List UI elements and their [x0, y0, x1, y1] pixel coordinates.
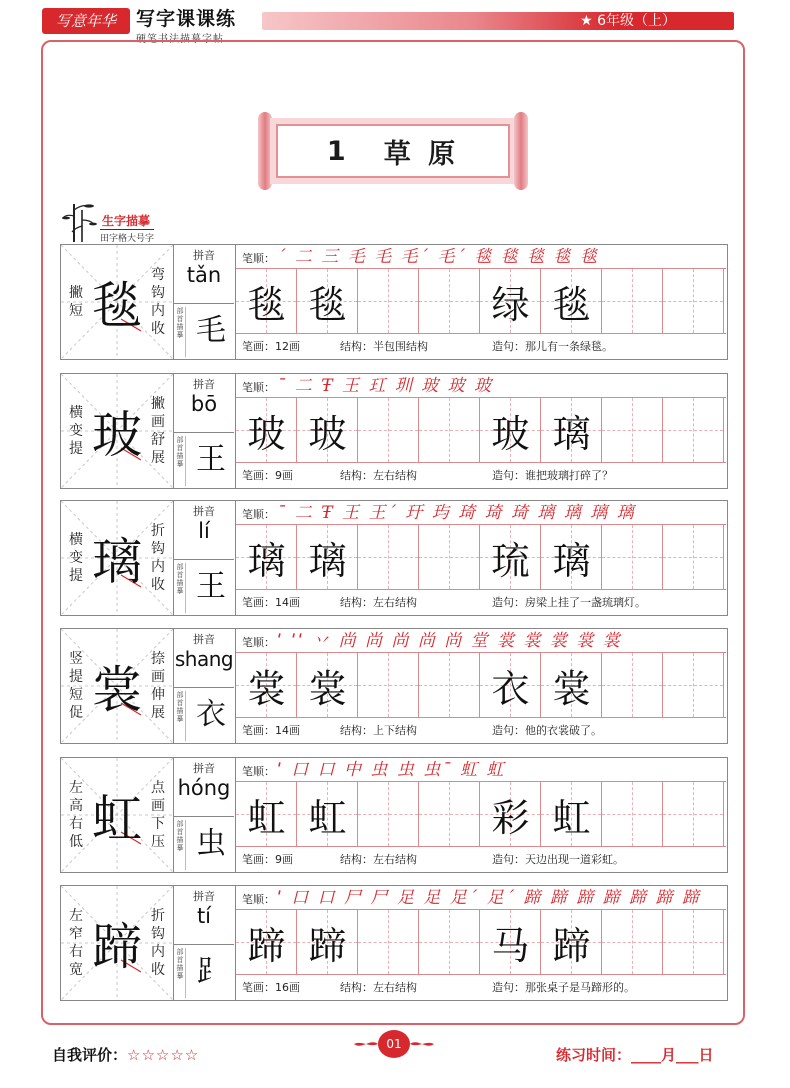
stroke-sequence: ˉ 二 Ŧ 王 王ˊ 玗 玙 琦 琦 琦 璃 璃 璃 璃	[277, 503, 636, 523]
pinyin-box	[174, 628, 236, 744]
character-structure: 结构：上下结构	[340, 724, 417, 737]
practice-cell[interactable]	[480, 525, 541, 589]
practice-cell[interactable]	[602, 398, 663, 462]
radical-character: 王	[196, 569, 226, 604]
character-structure: 结构：左右结构	[340, 469, 417, 482]
divider	[174, 944, 234, 945]
practice-char: 马	[491, 923, 530, 968]
bamboo-icon	[62, 200, 98, 244]
pinyin-label: 拼音	[193, 378, 215, 391]
self-evaluation	[52, 1044, 199, 1065]
practice-cell[interactable]	[297, 525, 358, 589]
radical-character: 虫	[196, 826, 226, 861]
radical-label: 部首描摹	[175, 307, 186, 357]
practice-cell[interactable]	[541, 525, 602, 589]
practice-char	[419, 782, 480, 846]
pinyin-text: bō	[190, 392, 218, 416]
character-info	[236, 717, 726, 743]
character-structure: 结构：左右结构	[340, 981, 417, 994]
writing-tip-left: 横变提	[69, 532, 83, 584]
practice-char	[358, 782, 419, 846]
practice-cell[interactable]	[602, 782, 663, 846]
pinyin-text: hóng	[177, 776, 231, 800]
character-row	[60, 885, 728, 1001]
radical-label: 部首描摹	[175, 948, 186, 998]
practice-char	[419, 910, 480, 974]
practice-grid	[236, 782, 726, 846]
writing-tip-right: 撇画舒展	[151, 396, 165, 466]
pinyin-label: 拼音	[193, 249, 215, 262]
practice-char	[358, 653, 419, 717]
practice-cell[interactable]	[236, 525, 297, 589]
practice-cell[interactable]	[297, 910, 358, 974]
practice-char: 虹	[247, 795, 286, 840]
writing-tip-right: 折钩内收	[151, 908, 165, 978]
pinyin-box	[174, 500, 236, 616]
stroke-order	[236, 245, 726, 269]
practice-cell[interactable]	[419, 525, 480, 589]
character-structure: 结构：左右结构	[340, 853, 417, 866]
practice-area	[236, 885, 728, 1001]
main-character-box	[60, 628, 174, 744]
divider	[174, 303, 234, 304]
practice-cell[interactable]	[480, 398, 541, 462]
practice-char: 玻	[247, 411, 286, 456]
practice-cell[interactable]	[419, 653, 480, 717]
stroke-order-label: 笔顺：	[242, 765, 275, 778]
page-number: 01	[378, 1030, 410, 1058]
example-sentence: 造句：那张桌子是马蹄形的。	[492, 981, 635, 994]
practice-cell[interactable]	[663, 398, 724, 462]
book-title: 写字课课练	[136, 8, 237, 30]
section-label: 生字描摹	[102, 214, 151, 228]
evaluation-label: 自我评价：	[52, 1046, 128, 1064]
writing-tip-right: 捺画伸展	[151, 651, 165, 721]
book-subtitle: 硬笔书法描摹字帖	[136, 34, 224, 45]
practice-area	[236, 373, 728, 489]
example-sentence: 造句：那儿有一条绿毯。	[492, 340, 613, 353]
stroke-order	[236, 629, 726, 653]
stroke-sequence: ˈ 口 口 中 虫 虫 虫ˉ 虹 虹	[277, 760, 506, 780]
practice-char: 彩	[491, 795, 530, 840]
practice-cell[interactable]	[419, 398, 480, 462]
writing-tip-left: 撇短	[69, 285, 83, 319]
character-info	[236, 462, 726, 488]
lesson-number: 1	[326, 135, 350, 167]
main-character: 毯	[92, 277, 142, 335]
writing-tip-left: 左窄右宽	[69, 908, 83, 978]
stroke-count: 笔画：16画	[242, 981, 300, 994]
pinyin-box	[174, 244, 236, 360]
radical-label: 部首描摹	[175, 820, 186, 870]
practice-char: 毯	[247, 282, 286, 327]
practice-cell[interactable]	[480, 653, 541, 717]
practice-time[interactable]: 练习时间：____月___日	[556, 1046, 714, 1064]
radical-character: 衣	[196, 697, 226, 732]
practice-char	[602, 269, 663, 333]
practice-cell[interactable]	[663, 910, 724, 974]
stroke-order-label: 笔顺：	[242, 893, 275, 906]
main-character-box	[60, 244, 174, 360]
practice-char	[419, 525, 480, 589]
example-sentence: 造句：他的衣裳破了。	[492, 724, 602, 737]
brand-logo: 写意年华	[42, 8, 130, 34]
practice-char	[419, 269, 480, 333]
practice-char	[358, 910, 419, 974]
practice-cell[interactable]	[297, 398, 358, 462]
practice-char: 绿	[491, 282, 530, 327]
practice-grid	[236, 653, 726, 717]
practice-char: 毯	[308, 282, 347, 327]
practice-cell[interactable]	[541, 910, 602, 974]
scroll-paper	[270, 118, 516, 184]
stroke-sequence: ˈ 口 口 尸 尸 足 足 足ˊ 足ˊ 蹄 蹄 蹄 蹄 蹄 蹄 蹄	[277, 888, 701, 908]
practice-area	[236, 757, 728, 873]
practice-char: 璃	[308, 538, 347, 583]
radical-character: 毛	[196, 313, 226, 348]
practice-area	[236, 500, 728, 616]
practice-cell[interactable]	[358, 653, 419, 717]
practice-cell[interactable]	[663, 525, 724, 589]
writing-tip-right: 弯钩内收	[151, 267, 165, 337]
practice-cell[interactable]	[358, 398, 419, 462]
practice-cell[interactable]	[541, 653, 602, 717]
character-row	[60, 757, 728, 873]
practice-cell[interactable]	[236, 782, 297, 846]
practice-char	[663, 910, 724, 974]
practice-cell[interactable]	[663, 653, 724, 717]
practice-char: 裳	[308, 666, 347, 711]
practice-char	[419, 653, 480, 717]
stroke-order	[236, 886, 726, 910]
practice-char: 玻	[308, 411, 347, 456]
character-info	[236, 333, 726, 359]
pinyin-text: shang	[174, 647, 234, 671]
practice-char	[602, 653, 663, 717]
practice-cell[interactable]	[236, 910, 297, 974]
ornament-left-icon	[352, 1038, 378, 1050]
practice-char	[358, 398, 419, 462]
radical-label: 部首描摹	[175, 563, 186, 613]
practice-char: 璃	[247, 538, 286, 583]
practice-char	[663, 653, 724, 717]
radical-label: 部首描摹	[175, 436, 186, 486]
practice-char	[663, 269, 724, 333]
practice-char	[663, 782, 724, 846]
pinyin-text: lí	[198, 519, 210, 543]
lesson-title-scroll	[258, 112, 528, 190]
main-character-box	[60, 885, 174, 1001]
stroke-order-label: 笔顺：	[242, 381, 275, 394]
practice-grid	[236, 525, 726, 589]
scroll-rod-right	[514, 112, 528, 190]
practice-area	[236, 628, 728, 744]
stroke-count: 笔画：14画	[242, 596, 300, 609]
practice-cell[interactable]	[236, 398, 297, 462]
practice-char: 玻	[491, 411, 530, 456]
page-number-ornament	[352, 1030, 436, 1058]
practice-cell[interactable]	[236, 269, 297, 333]
practice-cell[interactable]	[419, 782, 480, 846]
practice-cell[interactable]	[480, 782, 541, 846]
practice-cell[interactable]	[602, 653, 663, 717]
example-sentence: 造句：房梁上挂了一盏琉璃灯。	[492, 596, 646, 609]
stroke-count: 笔画：9画	[242, 853, 293, 866]
main-character-box	[60, 757, 174, 873]
pinyin-text: tí	[196, 904, 212, 928]
character-info	[236, 846, 726, 872]
grade-label: ★ 6年级（上）	[580, 13, 676, 29]
practice-grid	[236, 269, 726, 333]
character-info	[236, 589, 726, 615]
ornament-right-icon	[410, 1038, 436, 1050]
stroke-sequence: ˊ 二 三 毛 毛 毛ˊ 毛ˊ 毯 毯 毯 毯 毯	[277, 247, 599, 267]
stroke-order-label: 笔顺：	[242, 508, 275, 521]
practice-char	[358, 525, 419, 589]
practice-char: 虹	[552, 795, 591, 840]
radical-label: 部首描摹	[175, 691, 186, 741]
practice-cell[interactable]	[541, 269, 602, 333]
divider	[174, 559, 234, 560]
practice-char: 裳	[247, 666, 286, 711]
practice-cell[interactable]	[663, 269, 724, 333]
radical-character: 王	[196, 442, 226, 477]
practice-char: 琉	[491, 538, 530, 583]
practice-cell[interactable]	[358, 910, 419, 974]
main-character: 虹	[92, 790, 142, 848]
practice-cell[interactable]	[358, 782, 419, 846]
practice-grid	[236, 398, 726, 462]
practice-char	[358, 269, 419, 333]
divider	[174, 687, 234, 688]
practice-char	[602, 910, 663, 974]
stroke-count: 笔画：12画	[242, 340, 300, 353]
main-character: 裳	[92, 661, 142, 719]
pinyin-label: 拼音	[193, 633, 215, 646]
practice-cell[interactable]	[602, 269, 663, 333]
stroke-order	[236, 758, 726, 782]
character-row	[60, 500, 728, 616]
stroke-order	[236, 501, 726, 525]
section-header	[62, 200, 172, 244]
radical-character: ⻊	[196, 954, 226, 989]
practice-cell[interactable]	[358, 525, 419, 589]
brand-block	[136, 4, 236, 45]
writing-tip-left: 竖提短促	[69, 651, 83, 721]
practice-char	[602, 525, 663, 589]
practice-cell[interactable]	[480, 269, 541, 333]
lesson-title	[276, 124, 510, 178]
character-row	[60, 628, 728, 744]
pinyin-label: 拼音	[193, 505, 215, 518]
practice-char: 虹	[308, 795, 347, 840]
character-structure: 结构：左右结构	[340, 596, 417, 609]
main-character: 玻	[92, 406, 142, 464]
practice-char	[419, 398, 480, 462]
writing-tip-right: 点画下压	[151, 780, 165, 850]
grade-banner	[262, 12, 734, 30]
practice-cell[interactable]	[663, 782, 724, 846]
practice-char: 蹄	[552, 923, 591, 968]
practice-char: 璃	[552, 538, 591, 583]
stroke-sequence: ˈ ˈˈ 丷 尚 尚 尚 尚 尚 堂 裳 裳 裳 裳 裳	[277, 631, 622, 651]
character-row	[60, 373, 728, 489]
example-sentence: 造句：谁把玻璃打碎了？	[492, 469, 613, 482]
practice-char: 蹄	[308, 923, 347, 968]
practice-char	[602, 398, 663, 462]
pinyin-box	[174, 373, 236, 489]
stroke-order-label: 笔顺：	[242, 636, 275, 649]
character-row	[60, 244, 728, 360]
divider	[174, 432, 234, 433]
main-character-box	[60, 373, 174, 489]
divider	[174, 816, 234, 817]
example-sentence: 造句：天边出现一道彩虹。	[492, 853, 624, 866]
main-character-box	[60, 500, 174, 616]
practice-cell[interactable]	[541, 782, 602, 846]
stroke-count: 笔画：14画	[242, 724, 300, 737]
practice-cell[interactable]	[419, 269, 480, 333]
stroke-count: 笔画：9画	[242, 469, 293, 482]
stroke-order-label: 笔顺：	[242, 252, 275, 265]
practice-cell[interactable]	[236, 653, 297, 717]
pinyin-box	[174, 885, 236, 1001]
section-sublabel: 田字格大号字	[100, 229, 154, 244]
lesson-name: 草 原	[383, 138, 460, 170]
practice-cell[interactable]	[297, 653, 358, 717]
character-info	[236, 974, 726, 1000]
practice-char: 毯	[552, 282, 591, 327]
writing-tip-right: 折钩内收	[151, 523, 165, 593]
practice-char	[602, 782, 663, 846]
practice-cell[interactable]	[480, 910, 541, 974]
practice-char: 裳	[552, 666, 591, 711]
stroke-order	[236, 374, 726, 398]
practice-grid	[236, 910, 726, 974]
pinyin-text: tǎn	[186, 263, 222, 287]
practice-cell[interactable]	[419, 910, 480, 974]
practice-char: 蹄	[247, 923, 286, 968]
writing-tip-left: 横变提	[69, 405, 83, 457]
pinyin-label: 拼音	[193, 890, 215, 903]
practice-area	[236, 244, 728, 360]
practice-cell[interactable]	[297, 269, 358, 333]
practice-cell[interactable]	[297, 782, 358, 846]
practice-char: 衣	[491, 666, 530, 711]
practice-cell[interactable]	[541, 398, 602, 462]
character-structure: 结构：半包围结构	[340, 340, 428, 353]
practice-char	[663, 398, 724, 462]
practice-cell[interactable]	[358, 269, 419, 333]
practice-cell[interactable]	[602, 525, 663, 589]
stroke-sequence: ˉ 二 Ŧ 王 玒 玔 玻 玻 玻	[277, 376, 494, 396]
writing-tip-left: 左高右低	[69, 780, 83, 850]
rating-stars[interactable]: ☆☆☆☆☆	[127, 1046, 200, 1064]
practice-char	[663, 525, 724, 589]
pinyin-label: 拼音	[193, 762, 215, 775]
pinyin-box	[174, 757, 236, 873]
main-character: 蹄	[92, 918, 142, 976]
main-character: 璃	[92, 533, 142, 591]
practice-char: 璃	[552, 411, 591, 456]
practice-cell[interactable]	[602, 910, 663, 974]
